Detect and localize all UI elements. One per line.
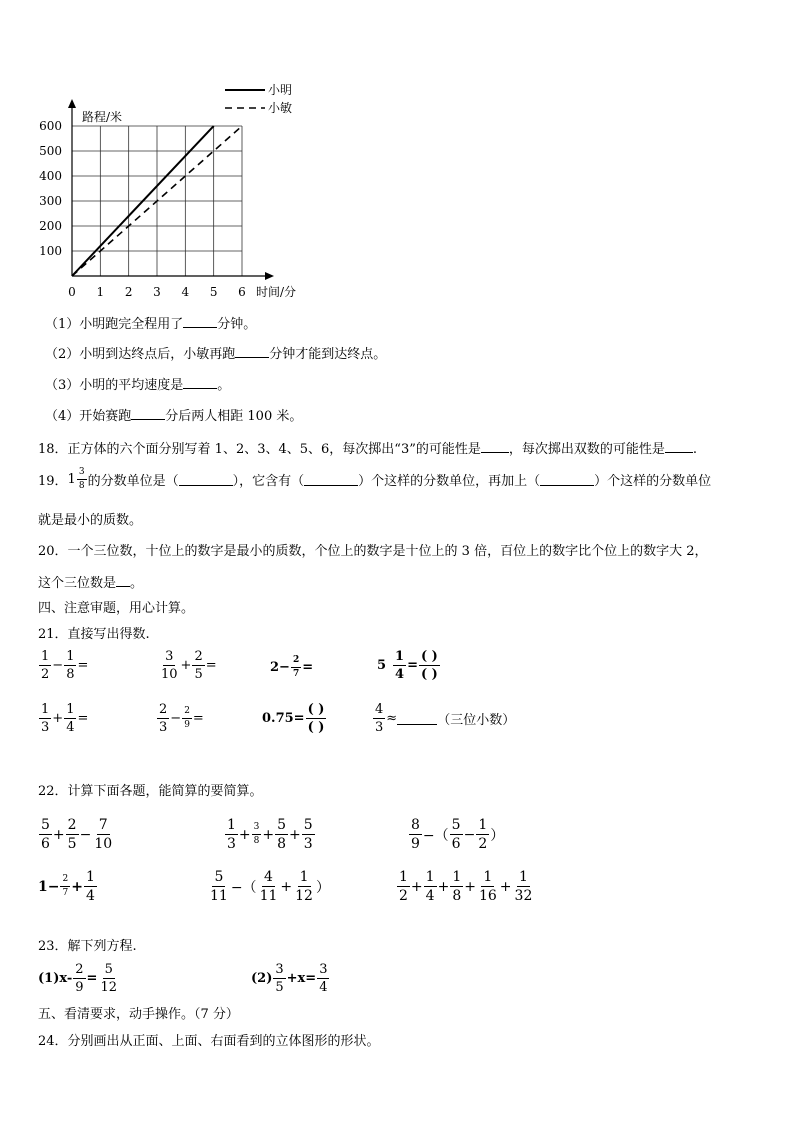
denominator-blank[interactable]: ( ) — [307, 720, 325, 735]
q17-part4-text: （4）开始赛跑 — [45, 409, 132, 424]
fraction — [450, 818, 463, 851]
x-tick-label: 5 — [209, 285, 218, 299]
fraction — [273, 963, 285, 994]
q17-part1-text: （1）小明跑完全程用了 — [45, 317, 184, 332]
mixed-number-whole: 5 — [377, 658, 387, 673]
q20-line1: 20．一个三位数，十位上的数字是最小的质数，个位上的数字是十位上的 3 倍，百位上的数字比个位上的数字大 2， — [38, 544, 708, 559]
denominator: 9 — [184, 720, 190, 730]
operator: + — [238, 826, 251, 843]
expression-prefix: 0.75= — [262, 711, 305, 726]
x-tick-label: 2 — [124, 285, 133, 299]
numerator: 4 — [375, 702, 384, 717]
numerator: 4 — [264, 869, 273, 885]
q22-problem-6 — [396, 870, 535, 903]
denominator: 5 — [67, 836, 77, 852]
answer-blank[interactable] — [116, 574, 130, 587]
q17-part1 — [45, 313, 256, 332]
numerator: 1 — [478, 817, 488, 833]
q21-expr-1 — [38, 650, 88, 681]
denominator: 8 — [277, 836, 287, 852]
close-paren: ） — [315, 879, 330, 896]
numerator: 1 — [299, 869, 309, 885]
fraction — [258, 870, 280, 903]
fraction — [393, 650, 406, 681]
operator: + — [52, 711, 64, 726]
numerator: 1 — [66, 649, 75, 664]
equals: = — [407, 658, 418, 673]
q17-part3-end: 。 — [217, 378, 231, 393]
q21-expr-4 — [377, 650, 441, 681]
mixed-number-whole: 1 — [67, 472, 76, 487]
fraction — [64, 650, 76, 681]
fraction — [397, 870, 410, 903]
q17-part4-end: 分后两人相距 100 米。 — [165, 409, 303, 424]
fraction — [477, 870, 499, 903]
fraction — [317, 963, 329, 994]
numerator: 8 — [411, 817, 420, 833]
equals: = — [86, 971, 98, 986]
denominator: 5 — [194, 667, 203, 682]
fraction — [157, 703, 169, 734]
denominator: 10 — [94, 836, 113, 852]
numerator: 1 — [483, 869, 493, 885]
q22-problem-2 — [224, 818, 316, 851]
q22-problem-5 — [207, 870, 330, 903]
operator: + — [289, 826, 301, 843]
q18-text: 18．正方体的六个面分别写着 1、2、3、4、5、6，每次掷出“3”的可能性是 — [38, 442, 481, 457]
denominator: 6 — [451, 836, 461, 852]
q20-end: 。 — [130, 576, 144, 591]
denominator: 6 — [41, 836, 50, 852]
numerator: 2 — [67, 817, 77, 833]
approx-sign: ≈ — [386, 711, 398, 726]
operator: −（ — [422, 827, 449, 844]
fraction — [450, 870, 463, 903]
denominator: 3 — [41, 720, 50, 735]
q17-part4 — [45, 405, 302, 424]
answer-blank[interactable] — [183, 315, 217, 328]
denominator-blank[interactable]: ( ) — [421, 667, 438, 682]
fraction — [84, 870, 97, 903]
x-axis-arrow — [265, 272, 274, 280]
fraction — [192, 650, 204, 681]
denominator: 4 — [425, 888, 435, 904]
numerator: 2 — [182, 707, 192, 719]
q19-text-c: ）个这样的分数单位，再加上（ — [358, 474, 541, 489]
x-tick-label: 1 — [96, 285, 105, 299]
denominator: 8 — [452, 888, 462, 904]
answer-fraction[interactable] — [419, 650, 440, 681]
answer-blank[interactable] — [397, 712, 437, 725]
q19-text-b: ），它含有（ — [232, 474, 305, 489]
answer-blank[interactable] — [665, 440, 693, 453]
answer-blank[interactable] — [183, 376, 217, 389]
chart-ticks — [39, 119, 246, 299]
x-axis-label: 时间/分 — [256, 285, 297, 299]
denominator: 7 — [292, 669, 300, 679]
operator: + — [410, 878, 423, 895]
equals: = — [192, 711, 204, 726]
y-tick-label: 600 — [39, 119, 62, 133]
q19-line2: 就是最小的质数。 — [38, 513, 143, 528]
numerator: 1 — [518, 869, 528, 885]
y-axis-label: 路程/米 — [82, 110, 123, 124]
numerator: 1 — [395, 649, 405, 664]
fraction — [291, 656, 301, 679]
answer-fraction[interactable] — [306, 703, 327, 734]
operator: + — [437, 878, 450, 895]
numerator: 1 — [85, 869, 95, 885]
close-paren: ） — [490, 827, 505, 844]
numerator-blank[interactable]: ( ) — [421, 649, 438, 664]
operator: + — [52, 826, 65, 843]
fraction — [373, 703, 385, 734]
operator: − — [52, 658, 64, 673]
answer-blank[interactable] — [540, 473, 594, 486]
denominator: 5 — [275, 980, 284, 995]
q22-title: 22．计算下面各题，能简算的要简算。 — [38, 784, 263, 799]
denominator: 3 — [303, 836, 313, 852]
fraction — [39, 703, 51, 734]
fraction — [275, 818, 288, 851]
q23-equation-2 — [251, 963, 330, 994]
fraction — [293, 870, 315, 903]
q19-text-a: 的分数单位是（ — [87, 474, 179, 489]
answer-blank[interactable] — [304, 473, 358, 486]
numerator: 5 — [451, 817, 461, 833]
answer-blank[interactable] — [131, 407, 165, 420]
q19-text-d: ）个这样的分数单位 — [594, 474, 712, 489]
denominator: 4 — [85, 888, 95, 904]
q17-part2 — [45, 343, 386, 362]
q20-line2 — [38, 572, 143, 591]
denominator: 2 — [478, 836, 488, 852]
question-19 — [38, 468, 711, 491]
denominator: 4 — [319, 980, 328, 995]
fraction — [77, 468, 87, 491]
operator: + — [262, 826, 275, 843]
legend-label: 小敏 — [268, 101, 293, 115]
denominator: 11 — [210, 888, 228, 904]
y-tick-label: 400 — [39, 169, 62, 183]
y-axis-arrow — [68, 99, 76, 108]
numerator: 7 — [98, 817, 108, 833]
q21-expr-2 — [158, 650, 217, 681]
denominator: 2 — [41, 667, 50, 682]
fraction — [98, 963, 119, 994]
operator: + — [499, 878, 512, 895]
denominator: 8 — [66, 667, 75, 682]
q21-expr-3 — [270, 656, 313, 679]
denominator: 10 — [161, 667, 178, 682]
chart-legend — [225, 83, 292, 115]
q20-text: 这个三位数是 — [38, 576, 117, 591]
question-18 — [38, 438, 697, 457]
denominator: 3 — [227, 836, 236, 852]
operator: −（ — [230, 879, 257, 896]
fraction — [60, 875, 70, 898]
y-tick-label: 500 — [39, 144, 62, 158]
q17-part1-end: 分钟。 — [217, 317, 257, 332]
question-24: 24．分别画出从正面、上面、右面看到的立体图形的形状。 — [38, 1034, 380, 1049]
fraction — [424, 870, 437, 903]
q23-title: 23．解下列方程. — [38, 939, 137, 954]
denominator: 11 — [259, 888, 278, 904]
denominator: 9 — [75, 980, 84, 995]
numerator: 2 — [60, 875, 70, 887]
operator: + — [280, 878, 293, 895]
numerator: 3 — [252, 823, 262, 835]
section-4-heading: 四、注意审题，用心计算。 — [38, 601, 195, 616]
q19-number: 19． — [38, 474, 68, 489]
fraction — [73, 963, 85, 994]
denominator: 4 — [66, 720, 75, 735]
fraction — [513, 870, 535, 903]
numerator: 2 — [75, 962, 84, 977]
numerator: 3 — [275, 962, 284, 977]
expression-prefix: (2) — [251, 971, 273, 986]
q22-problem-1 — [38, 818, 115, 851]
numerator: 1 — [41, 649, 50, 664]
numerator: 1 — [41, 702, 50, 717]
answer-blank[interactable] — [481, 440, 509, 453]
q18-mid: ，每次掷出双数的可能性是 — [508, 442, 665, 457]
operator: + — [464, 878, 476, 895]
fraction — [208, 870, 230, 903]
expression-middle: +x= — [286, 971, 317, 986]
numerator: 1 — [227, 817, 236, 833]
x-tick-label: 4 — [181, 285, 190, 299]
q21-expr-6 — [156, 703, 204, 734]
numerator: 5 — [214, 869, 224, 885]
numerator: 5 — [277, 817, 287, 833]
denominator: 16 — [478, 888, 497, 904]
operator: − — [170, 711, 182, 726]
denominator: 12 — [295, 888, 313, 904]
answer-blank[interactable] — [235, 345, 269, 358]
fraction — [39, 818, 52, 851]
numerator: 5 — [104, 962, 113, 977]
numerator-blank[interactable]: ( ) — [307, 702, 325, 717]
q23-equation-1 — [38, 963, 120, 994]
denominator: 8 — [78, 481, 85, 491]
answer-blank[interactable] — [179, 473, 233, 486]
y-tick-label: 300 — [39, 194, 62, 208]
denominator: 3 — [159, 720, 168, 735]
operator: + — [71, 878, 83, 895]
q21-expr-5 — [38, 703, 88, 734]
numerator: 1 — [66, 702, 75, 717]
fraction — [476, 818, 489, 851]
numerator: 3 — [319, 962, 328, 977]
denominator: 7 — [62, 888, 69, 898]
numerator: 1 — [399, 869, 408, 885]
numerator: 1 — [425, 869, 435, 885]
numerator: 2 — [194, 649, 203, 664]
numerator: 3 — [165, 649, 174, 664]
q17-part2-text: （2）小明到达终点后，小敏再跑 — [45, 347, 236, 362]
q22-problem-4 — [38, 870, 98, 903]
numerator: 5 — [303, 817, 313, 833]
q21-expr-8 — [372, 703, 515, 734]
fraction — [159, 650, 180, 681]
equals: = — [205, 658, 217, 673]
equals: = — [77, 658, 89, 673]
fraction — [182, 707, 192, 730]
fraction — [92, 818, 114, 851]
y-tick-label: 200 — [39, 219, 62, 233]
x-tick-label: 6 — [238, 285, 246, 299]
denominator: 12 — [100, 980, 117, 995]
x-tick-label: 3 — [153, 285, 161, 299]
numerator: 3 — [77, 468, 87, 480]
operator: + — [180, 658, 192, 673]
legend-label: 小明 — [268, 83, 293, 97]
expression-prefix: 2− — [270, 660, 290, 675]
expression-prefix: 1− — [38, 878, 60, 895]
fraction — [39, 650, 51, 681]
expression-prefix: (1)x- — [38, 971, 73, 986]
operator: − — [79, 826, 92, 843]
q17-part2-end: 分钟才能到达终点。 — [269, 347, 387, 362]
line-chart — [0, 0, 340, 310]
y-tick-label: 100 — [39, 244, 62, 258]
q22-problem-3 — [408, 818, 504, 851]
numerator: 1 — [452, 869, 462, 885]
denominator: 32 — [514, 888, 533, 904]
fraction — [225, 818, 238, 851]
x-tick-label: 0 — [68, 285, 76, 299]
numerator: 2 — [291, 656, 301, 668]
q21-note: （三位小数） — [437, 713, 516, 728]
q21-title: 21．直接写出得数. — [38, 627, 150, 642]
denominator: 2 — [399, 888, 408, 904]
equals: = — [77, 711, 89, 726]
fraction — [302, 818, 315, 851]
q17-part3-text: （3）小明的平均速度是 — [45, 378, 184, 393]
q18-end: . — [692, 442, 698, 457]
denominator: 4 — [395, 667, 405, 682]
numerator: 5 — [41, 817, 50, 833]
fraction — [64, 703, 76, 734]
equals: = — [302, 660, 314, 675]
numerator: 2 — [159, 702, 168, 717]
fraction — [409, 818, 422, 851]
q17-part3 — [45, 374, 230, 393]
section-5-heading: 五、看清要求，动手操作。（7 分） — [38, 1007, 239, 1022]
fraction — [66, 818, 79, 851]
denominator: 8 — [253, 836, 260, 846]
fraction — [252, 823, 262, 846]
denominator: 9 — [411, 836, 420, 852]
q21-expr-7 — [262, 703, 327, 734]
operator: − — [463, 826, 476, 843]
denominator: 3 — [375, 720, 384, 735]
